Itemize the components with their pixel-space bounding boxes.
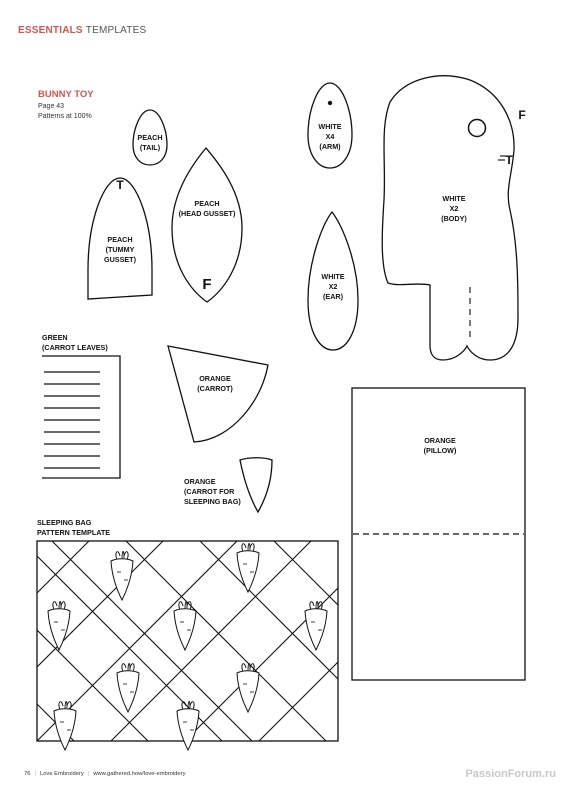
body-mark-t: T — [505, 153, 513, 167]
scale-note: Patterns at 100% — [38, 113, 92, 120]
head-gusset-mark: F — [202, 276, 212, 293]
tummy-mark: T — [116, 178, 124, 192]
carrot-bag-shape — [240, 458, 272, 512]
arm-label: WHITE X4 (ARM) — [318, 122, 342, 151]
bag-carrot-motifs — [48, 543, 327, 750]
magazine-name: Love Embroidery — [39, 771, 84, 777]
section-label: ESSENTIALS — [18, 25, 83, 36]
project-title: BUNNY TOY — [38, 89, 94, 100]
leaves-shape — [42, 356, 120, 478]
tail-label: PEACH (TAIL) — [137, 133, 163, 152]
body-mark-f: F — [518, 108, 526, 122]
page-reference: Page 43 — [38, 103, 65, 110]
ear-label: WHITE X2 (EAR) — [321, 272, 345, 301]
eye-icon — [469, 120, 486, 137]
carrot-label: ORANGE (CARROT) — [197, 374, 233, 393]
carrot-bag-label: ORANGE (CARROT FOR SLEEPING BAG) — [184, 477, 241, 506]
page-footer: 76 | Love Embroidery | www.gathered.how/love-embroidery — [24, 771, 186, 777]
magazine-url[interactable]: www.gathered.how/love-embroidery — [93, 771, 186, 777]
subsection-label: TEMPLATES — [85, 25, 147, 36]
leaves-label: GREEN (CARROT LEAVES) — [42, 333, 108, 352]
watermark: PassionForum.ru — [465, 768, 556, 780]
bag-label: SLEEPING BAG PATTERN TEMPLATE — [37, 518, 111, 537]
tummy-label: PEACH (TUMMY GUSSET) — [104, 235, 136, 264]
pillow-label: ORANGE (PILLOW) — [423, 436, 457, 455]
arm-dot-mark — [328, 101, 332, 105]
leaves-stripes — [44, 372, 100, 468]
page-number: 76 — [24, 771, 31, 777]
head-gusset-label: PEACH (HEAD GUSSET) — [178, 199, 236, 218]
body-label: WHITE X2 (BODY) — [441, 194, 467, 223]
carrot-shape — [168, 346, 268, 442]
